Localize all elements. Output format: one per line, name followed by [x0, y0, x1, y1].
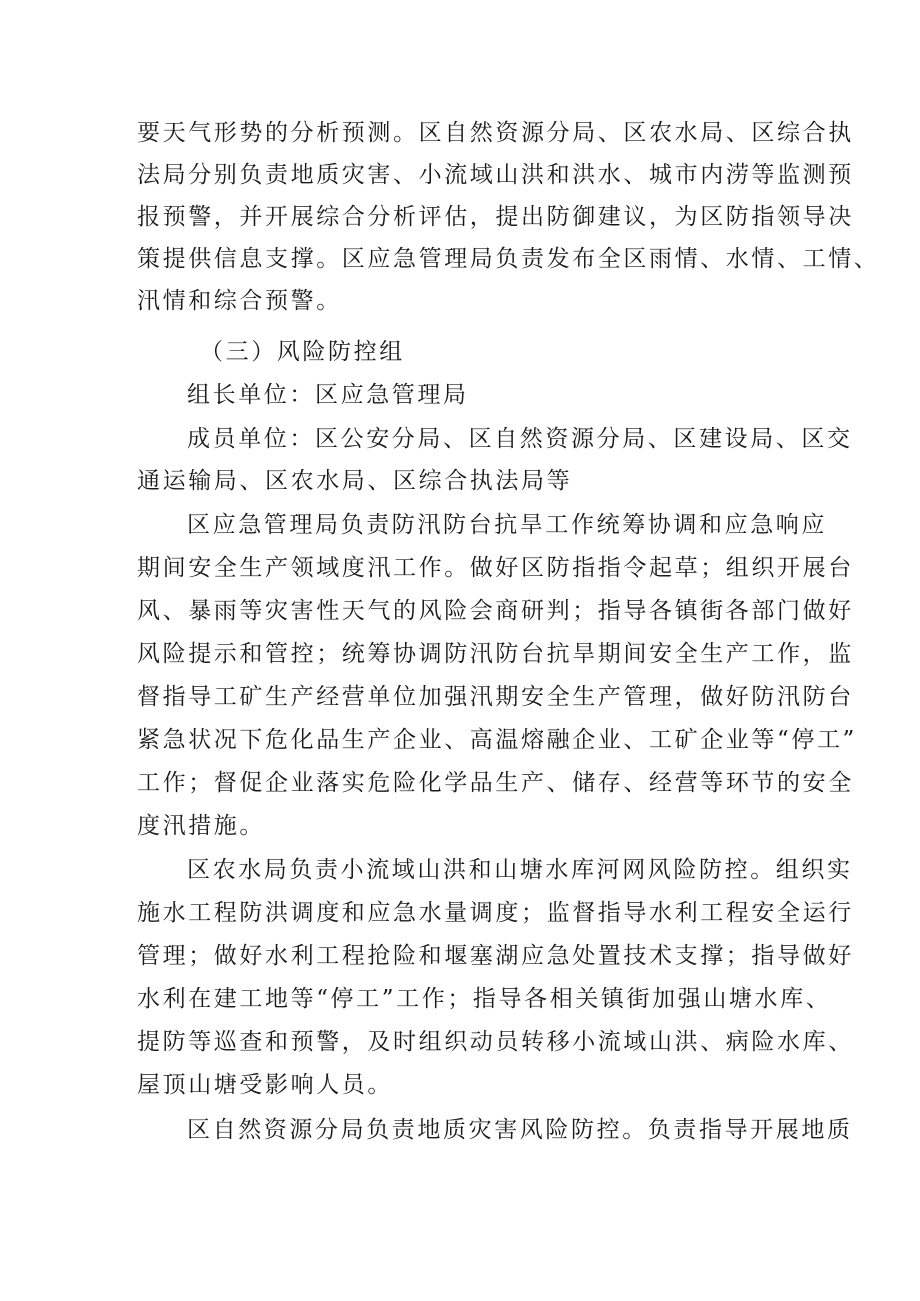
text-line: 报预警，并开展综合分析评估，提出防御建议，为区防指领导决 — [137, 204, 854, 230]
text-line: 要天气形势的分析预测。区自然资源分局、区农水局、区综合执 — [137, 120, 854, 146]
text-line: 提防等巡查和预警，及时组织动员转移小流域山洪、病险水库、 — [137, 1029, 854, 1055]
text-line: 屋顶山塘受影响人员。 — [137, 1072, 393, 1098]
text-line: 督指导工矿生产经营单位加强汛期安全生产管理，做好防汛防台 — [137, 684, 854, 710]
text-line: 区农水局负责小流域山洪和山塘水库河网风险防控。组织实 — [187, 857, 853, 883]
text-line: 区应急管理局负责防汛防台抗旱工作统筹协调和应急响应 — [187, 512, 827, 538]
section-heading: （三）风险防控组 — [200, 339, 405, 365]
text-line: 风险提示和管控；统筹协调防汛防台抗旱期间安全生产工作，监 — [137, 641, 854, 667]
text-line: 紧急状况下危化品生产企业、高温熔融企业、工矿企业等“停工” — [137, 727, 857, 753]
text-line: 通运输局、区农水局、区综合执法局等 — [137, 468, 573, 494]
text-line: 汛情和综合预警。 — [137, 288, 342, 314]
text-line: 期间安全生产领域度汛工作。做好区防指指令起草；组织开展台 — [137, 555, 854, 581]
text-line: 风、暴雨等灾害性天气的风险会商研判；指导各镇街各部门做好 — [137, 598, 854, 624]
text-line: 组长单位：区应急管理局 — [187, 382, 469, 408]
text-line: 区自然资源分局负责地质灾害风险防控。负责指导开展地质 — [187, 1117, 853, 1143]
text-line: 工作；督促企业落实危险化学品生产、储存、经营等环节的安全 — [137, 770, 854, 796]
text-line: 度汛措施。 — [137, 813, 265, 839]
text-line: 法局分别负责地质灾害、小流域山洪和洪水、城市内涝等监测预 — [137, 162, 854, 188]
text-line: 策提供信息支撑。区应急管理局负责发布全区雨情、水情、工情、 — [137, 246, 880, 272]
text-line: 管理；做好水利工程抢险和堰塞湖应急处置技术支撑；指导做好 — [137, 943, 854, 969]
text-line: 成员单位：区公安分局、区自然资源分局、区建设局、区交 — [187, 426, 853, 452]
text-line: 施水工程防洪调度和应急水量调度；监督指导水利工程安全运行 — [137, 900, 854, 926]
text-line: 水利在建工地等“停工”工作；指导各相关镇街加强山塘水库、 — [137, 986, 832, 1012]
